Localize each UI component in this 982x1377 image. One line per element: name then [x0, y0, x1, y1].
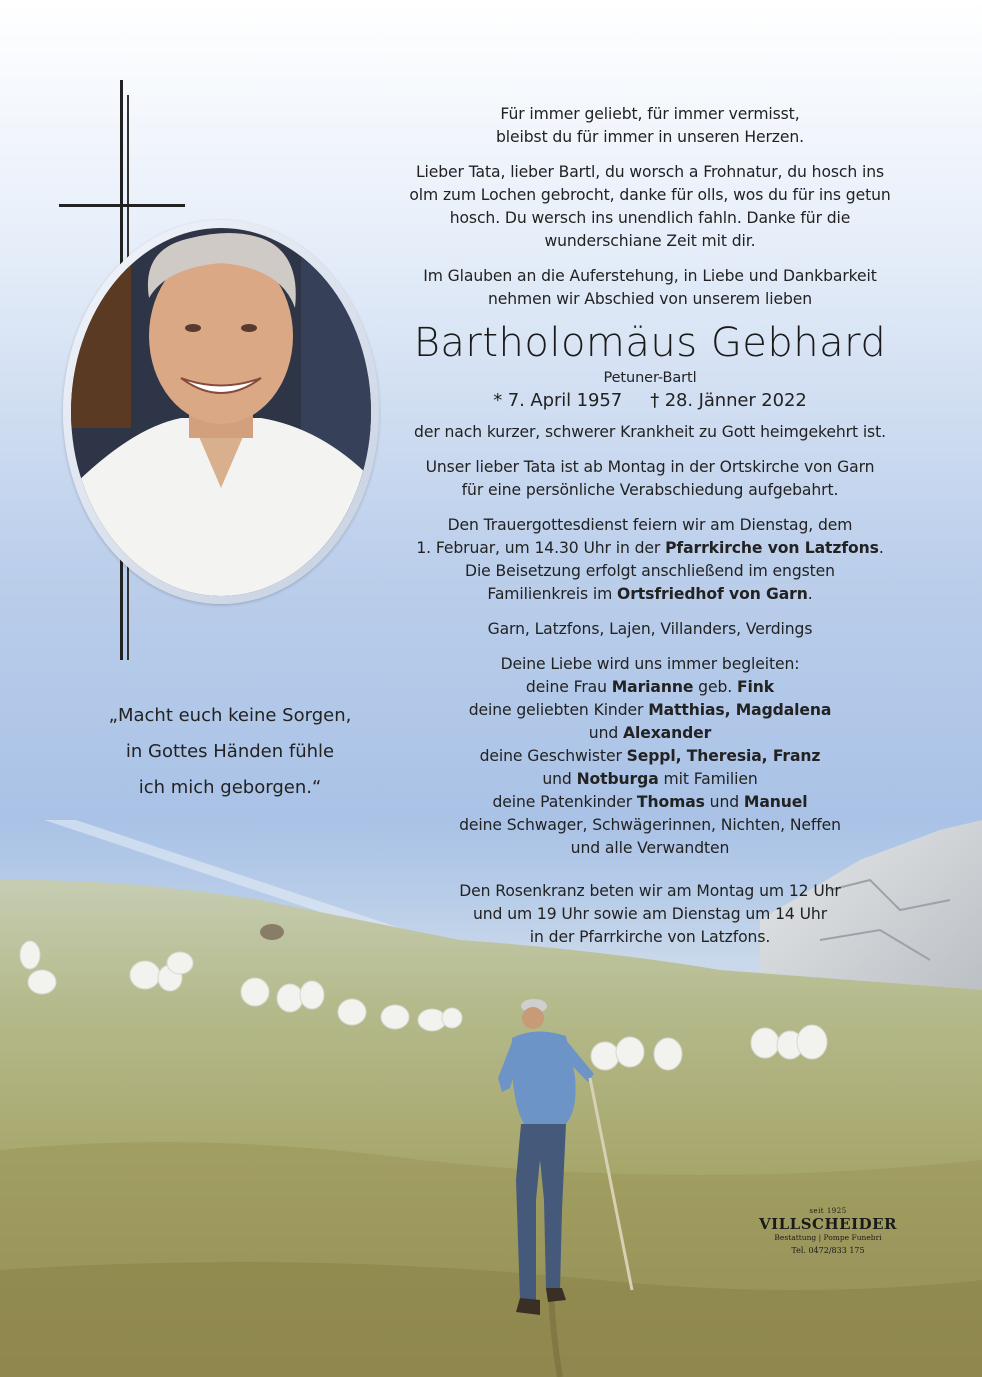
logo-subtitle: Bestattung | Pompe Funebri	[774, 1233, 882, 1242]
mourner-wife: deine Frau Marianne geb. Fink	[525, 678, 775, 696]
quote-line: ich mich geborgen.“	[138, 777, 322, 798]
personal-line: Lieber Tata, lieber Bartl, du worsch a Frohnatur, du hosch ins	[415, 163, 885, 181]
rosary-line: Den Rosenkranz beten wir am Montag um 12 Uhr	[459, 882, 841, 900]
faith-line: Im Glauben an die Auferstehung, in Liebe und Dankbarkeit	[423, 267, 877, 285]
life-dates	[390, 387, 910, 415]
mourner-children: und Alexander	[588, 724, 712, 742]
personal-line: olm zum Lochen gebrocht, danke für olls, wos du für ins getun	[409, 186, 891, 204]
verse-line: bleibst du für immer in unseren Herzen.	[495, 128, 804, 146]
mourner-inlaws: deine Schwager, Schwägerinnen, Nichten, Neffen	[459, 816, 841, 834]
service-line: Die Beisetzung erfolgt anschließend im engsten	[465, 562, 835, 580]
logo-phone: Tel. 0472/833 175	[791, 1246, 865, 1255]
personal-line: hosch. Du wersch ins unendlich fahln. Danke für die	[449, 209, 851, 227]
personal-line: wunderschiane Zeit mit dir.	[544, 232, 756, 250]
cross-bar	[59, 204, 185, 207]
mourner-children: deine geliebten Kinder Matthias, Magdalena	[468, 701, 832, 719]
service-line: Familienkreis im Ortsfriedhof von Garn.	[487, 585, 813, 603]
deceased-name: Bartholomäus Gebhard	[413, 320, 887, 366]
cemetery-name: Ortsfriedhof von Garn	[617, 585, 808, 603]
service-line: 1. Februar, um 14.30 Uhr in der Pfarrkirche von Latzfons.	[416, 539, 884, 557]
mourner-relatives: und alle Verwandten	[570, 839, 730, 857]
faith-line: nehmen wir Abschied von unserem lieben	[487, 290, 813, 308]
mourner-godchildren: deine Patenkinder Thomas und Manuel	[492, 793, 808, 811]
service-line: Den Trauergottesdienst feiern wir am Dienstag, dem	[447, 516, 853, 534]
mourner-siblings: und Notburga mit Familien	[542, 770, 758, 788]
funeral-home-logo	[758, 1207, 898, 1258]
mourner-siblings: deine Geschwister Seppl, Theresia, Franz	[479, 747, 821, 765]
rosary-line: und um 19 Uhr sowie am Dienstag um 14 Uhr	[472, 905, 828, 923]
memorial-quote	[60, 698, 400, 806]
logo-since: seit 1925	[809, 1207, 847, 1215]
rosary-line: in der Pfarrkirche von Latzfons.	[529, 928, 771, 946]
mourners-intro: Deine Liebe wird uns immer begleiten:	[500, 655, 800, 673]
viewing-line: für eine persönliche Verabschiedung aufgebahrt.	[461, 481, 839, 499]
birth-date: * 7. April 1957	[493, 390, 623, 411]
quote-line: in Gottes Händen fühle	[125, 741, 335, 762]
quote-line: „Macht euch keine Sorgen,	[108, 705, 352, 726]
logo-brand: VILLSCHEIDER	[758, 1215, 898, 1233]
places-line: Garn, Latzfons, Lajen, Villanders, Verdings	[487, 620, 813, 638]
deceased-nickname: Petuner-Bartl	[603, 370, 697, 386]
viewing-line: Unser lieber Tata ist ab Montag in der Ortskirche von Garn	[425, 458, 875, 476]
obituary-text	[390, 103, 910, 949]
passing-line: der nach kurzer, schwerer Krankheit zu Gott heimgekehrt ist.	[414, 423, 886, 441]
verse-line: Für immer geliebt, für immer vermisst,	[500, 105, 800, 123]
death-date: † 28. Jänner 2022	[650, 390, 807, 411]
church-name: Pfarrkirche von Latzfons	[665, 539, 879, 557]
deceased-portrait-photo	[71, 228, 371, 596]
